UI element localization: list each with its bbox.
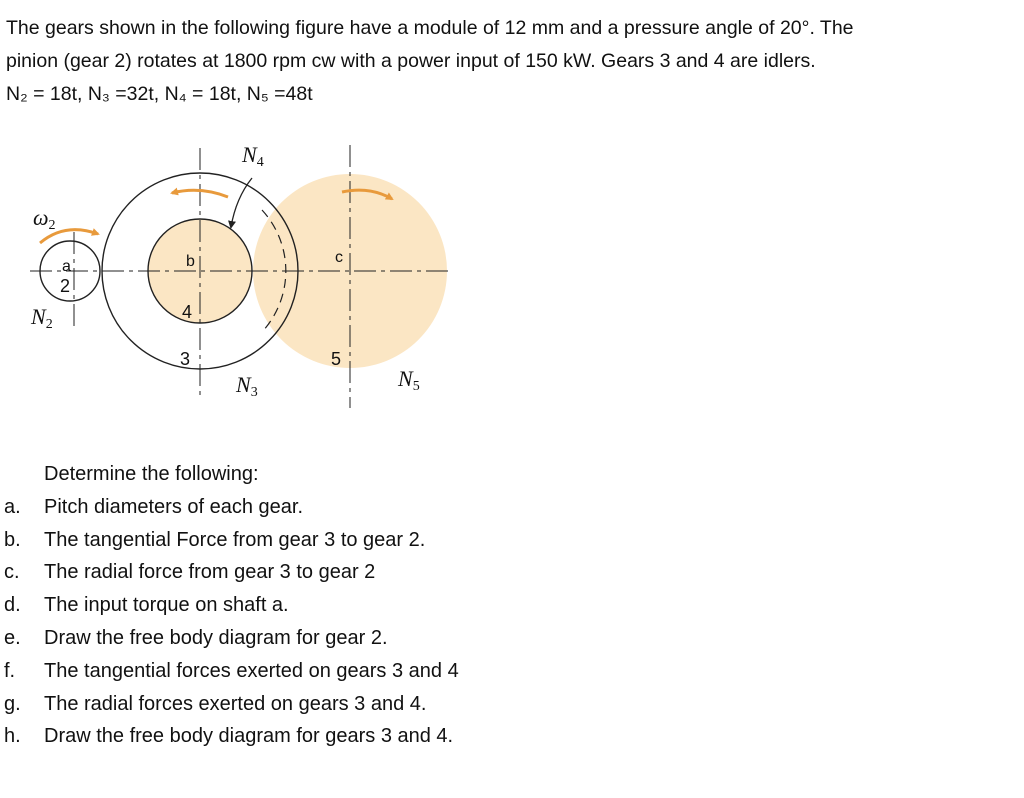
question-letter: a. — [4, 495, 21, 518]
question-text: The radial forces exerted on gears 3 and 4. — [44, 692, 427, 715]
question-text: Draw the free body diagram for gear 2. — [44, 626, 388, 649]
question-text: The input torque on shaft a. — [44, 594, 289, 617]
problem-line-1: The gears shown in the following figure have a module of 12 mm and a pressure angle of 20°. The — [6, 17, 854, 39]
n2-label: N2 — [31, 304, 53, 332]
question-letter: e. — [4, 626, 21, 649]
question-item — [0, 688, 459, 721]
question-item — [0, 655, 459, 688]
question-text: The radial force from gear 3 to gear 2 — [44, 561, 376, 584]
question-text: The tangential Force from gear 3 to gear 2. — [44, 528, 426, 551]
question-item — [0, 622, 459, 655]
gear-5-number: 5 — [331, 349, 342, 369]
question-text: Draw the free body diagram for gears 3 and 4. — [44, 725, 454, 748]
gear-4-number: 4 — [182, 302, 193, 322]
question-item — [0, 524, 459, 557]
question-letter: h. — [4, 725, 21, 748]
question-letter: b. — [4, 528, 21, 551]
gear-2-number: 2 — [60, 276, 71, 296]
question-text: The tangential forces exerted on gears 3 and 4 — [44, 659, 459, 682]
shaft-c-label: c — [335, 249, 343, 266]
n5-label: N5 — [398, 366, 420, 394]
gear-train-figure — [0, 135, 620, 425]
shaft-b-label: b — [186, 253, 195, 270]
problem-statement — [6, 12, 1016, 111]
question-letter: g. — [4, 692, 21, 715]
omega-2-label: ω2 — [33, 205, 56, 233]
questions-heading: Determine the following: — [44, 463, 259, 485]
question-list — [0, 491, 459, 753]
questions-section — [0, 458, 459, 753]
question-letter: f. — [4, 659, 16, 682]
n3-label: N3 — [236, 372, 258, 400]
problem-line-3: N₂ = 18t, N₃ =32t, N₄ = 18t, N₅ =48t — [6, 83, 313, 105]
n4-label: N4 — [242, 142, 264, 170]
shaft-a-label: a — [62, 258, 71, 275]
gear-3-number: 3 — [180, 349, 191, 369]
problem-line-2: pinion (gear 2) rotates at 1800 rpm cw with a power input of 150 kW. Gears 3 and 4 are idlers. — [6, 50, 816, 72]
question-item — [0, 589, 459, 622]
question-item — [0, 556, 459, 589]
question-item — [0, 491, 459, 524]
question-item — [0, 720, 459, 753]
question-text: Pitch diameters of each gear. — [44, 495, 304, 518]
question-letter: d. — [4, 594, 21, 617]
question-letter: c. — [4, 561, 20, 584]
